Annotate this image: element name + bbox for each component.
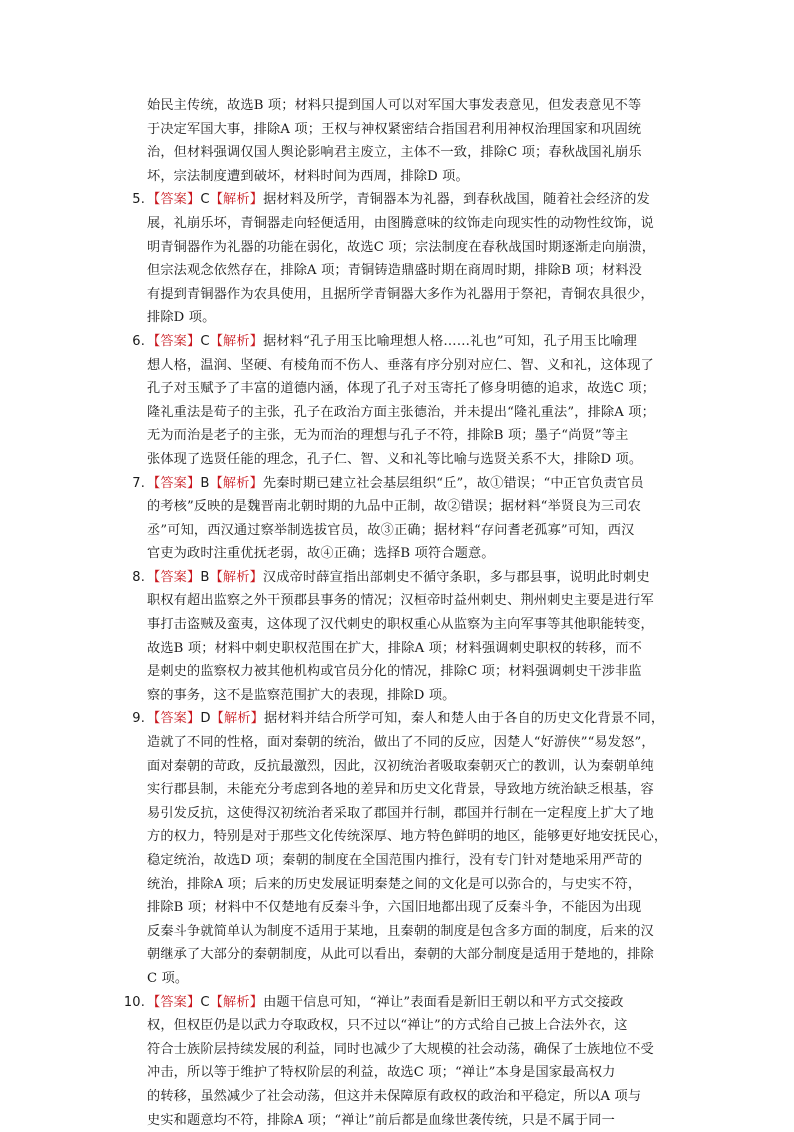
analysis-text: 据材料及所学，青铜器本为礼器，到春秋战国，随着社会经济的发	[263, 192, 650, 208]
analysis-text: 由题干信息可知，“禅让”表面看是新旧王朝以和平方式交接政	[263, 994, 624, 1010]
answer-letter: C	[200, 192, 210, 208]
question-number: 9.	[132, 711, 145, 727]
answer-tag: 【答案】	[147, 333, 201, 349]
text-line: 展，礼崩乐坏，青铜器走向轻便适用，由图腾意味的纹饰走向现实性的动物性纹饰，说	[147, 215, 654, 231]
text-line: 官吏为政时注重优抚老弱，故④正确；选择B 项符合题意。	[147, 546, 495, 562]
question-item-10	[121, 991, 687, 1015]
answer-letter: D	[200, 711, 211, 727]
text-line: 是刺史的监察权力被其他机构或官员分化的情况，排除C 项；材料强调刺史干涉非监	[147, 664, 642, 680]
text-line: 想人格，温润、坚硬、有棱角而不伤人、垂落有序分别对应仁、智、义和礼，这体现了	[147, 357, 654, 373]
text-line: 易引发反抗，这使得汉初统治者采取了郡国并行制，郡国并行制在一定程度上扩大了地	[147, 805, 654, 821]
answer-tag: 【答案】	[147, 192, 201, 208]
text-line: 面对秦朝的苛政，反抗最激烈，因此，汉初统治者吸取秦朝灭亡的教训，认为秦朝单纯	[147, 758, 654, 774]
question-number: 8.	[132, 569, 145, 585]
analysis-tag: 【解析】	[210, 711, 265, 727]
text-line: 无为而治是老子的主张，无为而治的理想与孔子不符，排除B 项；墨子“尚贤”等主	[147, 428, 629, 444]
analysis-tag: 【解析】	[209, 475, 263, 491]
text-line: 治，但材料强调仅国人舆论影响君主废立，主体不一致，排除C 项；春秋战国礼崩乐	[147, 145, 642, 161]
analysis-tag: 【解析】	[209, 333, 264, 349]
text-line: 稳定统治，故选D 项；秦朝的制度在全国范围内推行，没有专门针对楚地采用严苛的	[147, 853, 643, 868]
text-line: 史实和题意均不符，排除A 项；“禅让”前后都是血缘世袭传统，只是不属于同一	[147, 1112, 615, 1128]
text-line: 实行郡县制，未能充分考虑到各地的差异和历史文化背景，导致地方统治缺乏根基，容	[147, 782, 654, 798]
text-line: 隆礼重法是荀子的主张，孔子在政治方面主张德治，并未提出“隆礼重法”，排除A 项；	[147, 404, 655, 420]
text-line: C 项。	[147, 970, 189, 986]
question-item-6	[121, 330, 687, 354]
analysis-text: 据材料并结合所学可知，秦人和楚人由于各自的历史文化背景不同，	[264, 711, 665, 727]
question-item-5	[121, 188, 687, 212]
answer-tag: 【答案】	[147, 569, 201, 585]
question-item-7	[121, 472, 687, 496]
answer-tag: 【答案】	[147, 475, 201, 491]
answer-letter: B	[200, 569, 210, 585]
analysis-text: 先秦时期已建立社会基层组织“丘”，故①错误；“中正官负责官员	[262, 475, 644, 491]
answer-tag: 【答案】	[147, 994, 201, 1010]
text-line: 张体现了选贤任能的理念，孔子仁、智、义和礼等比喻与选贤关系不大，排除D 项。	[147, 451, 643, 467]
text-line: 权，但权臣仍是以武力夺取政权，只不过以“禅让”的方式给自己披上合法外衣，这	[147, 1018, 628, 1034]
text-line: 冲击，所以等于维护了特权阶层的利益，故选C 项；“禅让”本身是国家最高权力	[147, 1065, 616, 1081]
question-number: 7.	[132, 475, 145, 491]
text-line: 明青铜器作为礼器的功能在弱化，故选C 项；宗法制度在春秋战国时期逐渐走向崩溃，	[147, 239, 656, 255]
question-number: 5.	[132, 192, 145, 208]
question-number: 10.	[123, 994, 145, 1010]
text-line: 坏，宗法制度遭到破坏，材料时间为西周，排除D 项。	[147, 168, 469, 184]
text-line: 丞”可知，西汉通过察举制选拔官员，故③正确；据材料“存问耆老孤寡”可知，西汉	[147, 522, 635, 538]
text-line: 的转移，虽然减少了社会动荡，但这并未保障原有政权的政治和平稳定，所以A 项与	[147, 1088, 642, 1104]
question-item-8	[121, 566, 687, 590]
answer-letter: C	[200, 994, 210, 1010]
answer-tag: 【答案】	[147, 711, 201, 727]
text-line: 孔子对玉赋予了丰富的道德内涵，体现了孔子对玉寄托了修身明德的追求，故选C 项；	[147, 381, 656, 397]
text-line: 事打击盗贼及蛮夷，这体现了汉代刺史的职权重心从监察为主向军事等其他职能转变，	[147, 617, 654, 633]
answer-letter: B	[200, 475, 210, 491]
analysis-text: 汉成帝时薛宣指出部刺史不循守条职，多与郡县事，说明此时刺史	[262, 569, 650, 585]
text-line: 造就了不同的性格，面对秦朝的统治，做出了不同的反应，因楚人“好游侠”“易发怒”，	[147, 735, 655, 751]
analysis-text: 据材料“孔子用玉比喻理想人格……礼也”可知，孔子用玉比喻理	[263, 333, 637, 349]
text-line: 职权有超出监察之外干预郡县事务的情况；汉桓帝时益州刺史、荆州刺史主要是进行军	[147, 593, 654, 609]
text-line: 符合士族阶层持续发展的利益，同时也减少了大规模的社会动荡，确保了士族地位不受	[147, 1041, 654, 1057]
question-item-9	[121, 707, 687, 731]
text-line: 排除D 项。	[147, 310, 216, 326]
text-line: 但宗法观念依然存在，排除A 项；青铜铸造鼎盛时期在商周时期，排除B 项；材料没	[147, 263, 643, 279]
text-line: 统治，排除A 项；后来的历史发展证明秦楚之间的文化是可以弥合的，与史实不符，	[147, 876, 642, 892]
text-line: 察的事务，这不是监察范围扩大的表现，排除D 项。	[147, 687, 456, 703]
text-line: 有提到青铜器作为农具使用，且据所学青铜器大多作为礼器用于祭祀，青铜农具很少，	[147, 286, 654, 302]
analysis-tag: 【解析】	[209, 192, 264, 208]
analysis-tag: 【解析】	[209, 994, 264, 1010]
answer-analysis-text	[121, 94, 687, 1132]
text-line: 朝继承了大部分的秦朝制度，从此可以看出，秦朝的大部分制度是适用于楚地的，排除	[147, 947, 654, 963]
text-line: 反秦斗争就简单认为制度不适用于某地，且秦朝的制度是包含多方面的制度，后来的汉	[147, 923, 654, 939]
text-line: 故选B 项；材料中刺史职权范围在扩大，排除A 项；材料强调刺史职权的转移，而不	[147, 640, 643, 656]
text-line: 于决定军国大事，排除A 项；王权与神权紧密结合指国君利用神权治理国家和巩固统	[147, 121, 642, 137]
text-line: 的考核”反映的是魏晋南北朝时期的九品中正制，故②错误；据材料“举贤良为三司农	[147, 499, 641, 515]
text-line: 排除B 项；材料中不仅楚地有反秦斗争，六国旧地都出现了反秦斗争，不能因为出现	[147, 900, 642, 916]
text-line: 方的权力，特别是对于那些文化传统深厚、地方特色鲜明的地区，能够更好地安抚民心，	[147, 829, 668, 845]
answer-letter: C	[200, 333, 210, 349]
text-line: 始民主传统，故选B 项；材料只提到国人可以对军国大事发表意见，但发表意见不等	[147, 98, 642, 113]
question-number: 6.	[132, 333, 145, 349]
analysis-tag: 【解析】	[209, 569, 263, 585]
